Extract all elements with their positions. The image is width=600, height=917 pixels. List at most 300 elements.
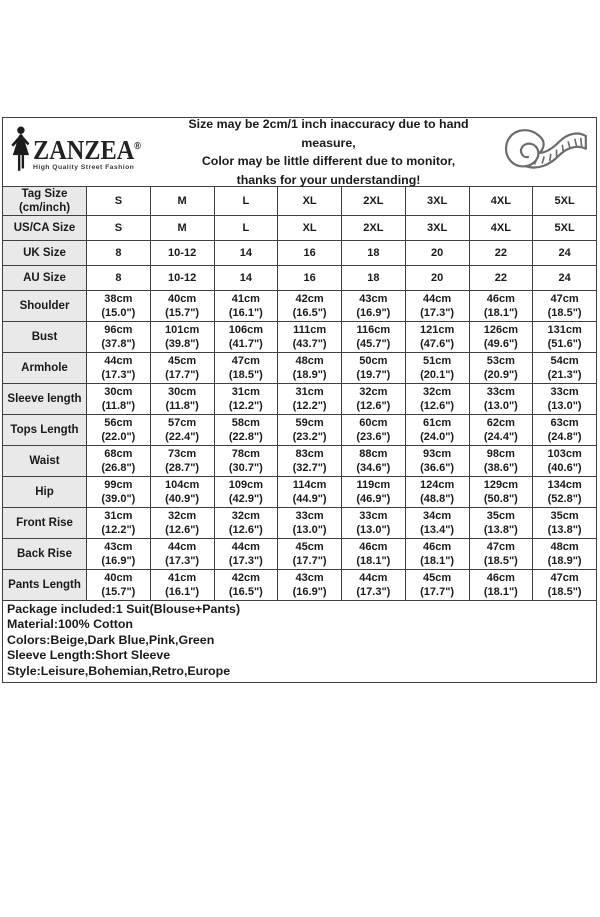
- measurement-cell: [405, 539, 469, 570]
- size-value-cell: M: [150, 216, 214, 241]
- cm-value: 35cm: [486, 510, 515, 522]
- cm-value: 34cm: [423, 510, 452, 522]
- measurement-cell: [342, 353, 406, 384]
- inch-value: (16.9"): [356, 307, 391, 319]
- inch-value: (13.0"): [292, 524, 327, 536]
- measurement-cell: [150, 539, 214, 570]
- cm-value: 32cm: [359, 386, 388, 398]
- cm-value: 43cm: [359, 293, 388, 305]
- measurement-cell: [533, 291, 597, 322]
- measurement-cell: [150, 291, 214, 322]
- size-value-cell: 18: [342, 241, 406, 266]
- cm-value: 61cm: [423, 417, 452, 429]
- measurement-cell: [278, 322, 342, 353]
- cm-value: 46cm: [486, 293, 515, 305]
- inch-value: (50.8"): [483, 493, 518, 505]
- measurement-cell: [342, 446, 406, 477]
- style-line: Style:Leisure,Bohemian,Retro,Europe: [7, 663, 231, 678]
- measurement-row: [3, 353, 597, 384]
- inch-value: (17.3"): [165, 555, 200, 567]
- header-strip: [2, 117, 597, 187]
- cm-value: 44cm: [104, 355, 133, 367]
- cm-value: 40cm: [104, 572, 133, 584]
- size-value-cell: 14: [214, 241, 278, 266]
- size-column-header: S: [87, 187, 151, 216]
- measurement-cell: [405, 291, 469, 322]
- measurement-row: [3, 508, 597, 539]
- inch-value: (23.2"): [292, 431, 327, 443]
- inch-value: (18.9"): [292, 369, 327, 381]
- cm-value: 40cm: [168, 293, 197, 305]
- registered-mark-icon: ®: [134, 140, 141, 152]
- cm-value: 54cm: [550, 355, 579, 367]
- measurement-cell: [150, 415, 214, 446]
- cm-value: 44cm: [168, 541, 197, 553]
- cm-value: 38cm: [104, 293, 133, 305]
- cm-value: 131cm: [547, 324, 582, 336]
- inch-value: (16.5"): [228, 586, 263, 598]
- inch-value: (48.8"): [420, 493, 455, 505]
- cm-value: 41cm: [168, 572, 197, 584]
- inch-value: (12.2"): [101, 524, 136, 536]
- cm-value: 47cm: [550, 293, 579, 305]
- cm-value: 33cm: [550, 386, 579, 398]
- measurement-cell: [469, 415, 533, 446]
- inch-value: (18.5"): [483, 555, 518, 567]
- size-value-cell: 3XL: [405, 216, 469, 241]
- inch-value: (23.6"): [356, 431, 391, 443]
- measurement-row: [3, 446, 597, 477]
- measurement-cell: [214, 570, 278, 601]
- inch-value: (18.1"): [483, 307, 518, 319]
- inch-value: (46.9"): [356, 493, 391, 505]
- measurement-cell: [533, 322, 597, 353]
- measurement-cell: [214, 322, 278, 353]
- cm-value: 48cm: [295, 355, 324, 367]
- measurement-cell: [533, 539, 597, 570]
- cm-value: 35cm: [550, 510, 579, 522]
- cm-value: 33cm: [359, 510, 388, 522]
- measuring-tape-icon: [492, 124, 596, 180]
- cm-value: 41cm: [231, 293, 260, 305]
- inch-value: (13.0"): [547, 400, 582, 412]
- inch-value: (24.0"): [420, 431, 455, 443]
- size-value-cell: 2XL: [342, 216, 406, 241]
- colors-line: Colors:Beige,Dark Blue,Pink,Green: [7, 632, 215, 647]
- cm-value: 45cm: [295, 541, 324, 553]
- measurement-cell: [278, 539, 342, 570]
- cm-value: 32cm: [423, 386, 452, 398]
- size-chart-sheet: [2, 117, 597, 683]
- row-label-cell: Hip: [3, 477, 87, 508]
- measurement-cell: [87, 508, 151, 539]
- measurement-cell: [342, 384, 406, 415]
- inch-value: (52.8"): [547, 493, 582, 505]
- cm-value: 51cm: [423, 355, 452, 367]
- cm-value: 73cm: [168, 448, 197, 460]
- cm-value: 31cm: [104, 510, 133, 522]
- cm-value: 114cm: [292, 479, 327, 491]
- brand-name: ZANZEA®: [33, 134, 141, 165]
- material-line: Material:100% Cotton: [7, 617, 133, 632]
- measurement-row: [3, 291, 597, 322]
- measurement-cell: [342, 539, 406, 570]
- measurement-cell: [342, 477, 406, 508]
- size-column-header: M: [150, 187, 214, 216]
- size-value-cell: 10-12: [150, 241, 214, 266]
- inch-value: (17.7"): [292, 555, 327, 567]
- corner-cell: [3, 187, 87, 216]
- measurement-cell: [405, 384, 469, 415]
- cm-value: 98cm: [486, 448, 515, 460]
- inch-value: (26.8"): [101, 462, 136, 474]
- inch-value: (13.8"): [483, 524, 518, 536]
- measurement-cell: [214, 446, 278, 477]
- sleeve-length-line: Sleeve Length:Short Sleeve: [7, 648, 171, 663]
- cm-value: 32cm: [231, 510, 260, 522]
- measurement-cell: [342, 291, 406, 322]
- cm-value: 33cm: [295, 510, 324, 522]
- size-value-cell: 14: [214, 266, 278, 291]
- measurement-cell: [533, 570, 597, 601]
- cm-value: 30cm: [168, 386, 197, 398]
- cm-value: 44cm: [423, 293, 452, 305]
- inch-value: (16.9"): [101, 555, 136, 567]
- measurement-cell: [405, 570, 469, 601]
- measurement-cell: [278, 384, 342, 415]
- cm-value: 88cm: [359, 448, 388, 460]
- measurement-cell: [87, 570, 151, 601]
- inch-value: (36.6"): [420, 462, 455, 474]
- measurement-cell: [342, 415, 406, 446]
- inch-value: (47.6"): [420, 338, 455, 350]
- cm-value: 31cm: [231, 386, 260, 398]
- measurement-cell: [533, 353, 597, 384]
- inch-value: (18.5"): [547, 586, 582, 598]
- inch-value: (12.2"): [228, 400, 263, 412]
- row-label-cell: Back Rise: [3, 539, 87, 570]
- measurement-cell: [469, 570, 533, 601]
- row-label-cell: Pants Length: [3, 570, 87, 601]
- measurement-cell: [150, 322, 214, 353]
- size-column-header: XL: [278, 187, 342, 216]
- inch-value: (18.1"): [356, 555, 391, 567]
- inch-value: (15.7"): [165, 307, 200, 319]
- cm-value: 50cm: [359, 355, 388, 367]
- inch-value: (22.4"): [165, 431, 200, 443]
- inch-value: (38.6"): [483, 462, 518, 474]
- measurement-row: [3, 415, 597, 446]
- inch-value: (21.3"): [547, 369, 582, 381]
- measurement-cell: [87, 291, 151, 322]
- cm-value: 62cm: [486, 417, 515, 429]
- measurement-cell: [214, 415, 278, 446]
- measurement-cell: [405, 446, 469, 477]
- measurement-cell: [533, 446, 597, 477]
- measurement-cell: [87, 539, 151, 570]
- cm-value: 46cm: [423, 541, 452, 553]
- inch-value: (41.7"): [228, 338, 263, 350]
- measurement-cell: [150, 446, 214, 477]
- measurement-cell: [469, 291, 533, 322]
- row-label-cell: Shoulder: [3, 291, 87, 322]
- measurement-cell: [278, 570, 342, 601]
- cm-value: 60cm: [359, 417, 388, 429]
- corner-line-2: (cm/inch): [18, 202, 71, 214]
- cm-value: 33cm: [486, 386, 515, 398]
- measurement-cell: [533, 384, 597, 415]
- disclaimer-line-1: Size may be 2cm/1 inch inaccuracy due to hand measure,: [188, 117, 469, 150]
- inch-value: (12.6"): [228, 524, 263, 536]
- measurement-row: [3, 477, 597, 508]
- inch-value: (17.3"): [228, 555, 263, 567]
- cm-value: 32cm: [168, 510, 197, 522]
- measurement-cell: [150, 353, 214, 384]
- inch-value: (42.9"): [228, 493, 263, 505]
- inch-value: (40.9"): [165, 493, 200, 505]
- inch-value: (45.7"): [356, 338, 391, 350]
- cm-value: 106cm: [228, 324, 263, 336]
- measurement-row: [3, 384, 597, 415]
- brand-text: [33, 134, 153, 171]
- cm-value: 96cm: [104, 324, 133, 336]
- cm-value: 103cm: [547, 448, 582, 460]
- measurement-cell: [469, 322, 533, 353]
- cm-value: 68cm: [104, 448, 133, 460]
- inch-value: (12.6"): [165, 524, 200, 536]
- cm-value: 44cm: [359, 572, 388, 584]
- size-column-header: L: [214, 187, 278, 216]
- measurement-cell: [469, 446, 533, 477]
- cm-value: 46cm: [359, 541, 388, 553]
- measurement-cell: [150, 384, 214, 415]
- inch-value: (30.7"): [228, 462, 263, 474]
- cm-value: 63cm: [550, 417, 579, 429]
- row-label-cell: Armhole: [3, 353, 87, 384]
- size-value-cell: 20: [405, 266, 469, 291]
- disclaimer-line-3: thanks for your understanding!: [236, 172, 421, 187]
- inch-value: (40.6"): [547, 462, 582, 474]
- measurement-cell: [405, 508, 469, 539]
- cm-value: 129cm: [483, 479, 518, 491]
- inch-value: (18.9"): [547, 555, 582, 567]
- cm-value: 57cm: [168, 417, 197, 429]
- measurement-cell: [469, 477, 533, 508]
- measurement-cell: [533, 477, 597, 508]
- row-label-cell: Tops Length: [3, 415, 87, 446]
- inch-value: (12.6"): [356, 400, 391, 412]
- cm-value: 45cm: [168, 355, 197, 367]
- cm-value: 99cm: [104, 479, 133, 491]
- cm-value: 30cm: [104, 386, 133, 398]
- measurement-cell: [469, 508, 533, 539]
- measurement-row: [3, 539, 597, 570]
- size-value-cell: 22: [469, 241, 533, 266]
- disclaimer-line-2: Color may be little different due to monitor,: [201, 154, 456, 168]
- inch-value: (20.9"): [483, 369, 518, 381]
- woman-silhouette-icon: [8, 126, 32, 179]
- measurement-cell: [150, 508, 214, 539]
- row-label-cell: Front Rise: [3, 508, 87, 539]
- measurement-cell: [214, 539, 278, 570]
- inch-value: (51.6"): [547, 338, 582, 350]
- row-label-cell: Sleeve length: [3, 384, 87, 415]
- inch-value: (12.6"): [420, 400, 455, 412]
- cm-value: 46cm: [486, 572, 515, 584]
- inch-value: (15.0"): [101, 307, 136, 319]
- brand-logo: [3, 126, 165, 179]
- size-value-cell: 20: [405, 241, 469, 266]
- cm-value: 59cm: [295, 417, 324, 429]
- cm-value: 43cm: [104, 541, 133, 553]
- inch-value: (17.7"): [165, 369, 200, 381]
- inch-value: (18.1"): [483, 586, 518, 598]
- measurement-cell: [150, 570, 214, 601]
- measurement-cell: [214, 353, 278, 384]
- size-disclaimer: [165, 115, 492, 189]
- size-column-header: 4XL: [469, 187, 533, 216]
- measurement-cell: [342, 570, 406, 601]
- inch-value: (17.3"): [420, 307, 455, 319]
- inch-value: (18.5"): [228, 369, 263, 381]
- inch-value: (13.8"): [547, 524, 582, 536]
- inch-value: (24.8"): [547, 431, 582, 443]
- measurement-cell: [87, 322, 151, 353]
- row-label-cell: AU Size: [3, 266, 87, 291]
- measurement-row: [3, 322, 597, 353]
- measurement-cell: [469, 539, 533, 570]
- inch-value: (34.6"): [356, 462, 391, 474]
- cm-value: 44cm: [231, 541, 260, 553]
- row-label-cell: UK Size: [3, 241, 87, 266]
- measurement-cell: [87, 384, 151, 415]
- inch-value: (37.8"): [101, 338, 136, 350]
- measurement-cell: [405, 322, 469, 353]
- inch-value: (19.7"): [356, 369, 391, 381]
- inch-value: (32.7"): [292, 462, 327, 474]
- size-chart-table: [2, 186, 597, 601]
- corner-line-1: Tag Size: [21, 188, 68, 200]
- size-row: [3, 241, 597, 266]
- inch-value: (43.7"): [292, 338, 327, 350]
- measurement-cell: [533, 508, 597, 539]
- cm-value: 134cm: [547, 479, 582, 491]
- measurement-cell: [214, 291, 278, 322]
- inch-value: (39.8"): [165, 338, 200, 350]
- cm-value: 47cm: [231, 355, 260, 367]
- measurement-cell: [87, 415, 151, 446]
- size-value-cell: 24: [533, 241, 597, 266]
- inch-value: (11.8"): [101, 400, 136, 412]
- measurement-cell: [278, 477, 342, 508]
- measurement-cell: [405, 353, 469, 384]
- inch-value: (11.8"): [165, 400, 199, 412]
- size-row: [3, 216, 597, 241]
- inch-value: (17.7"): [420, 586, 455, 598]
- inch-value: (44.9"): [292, 493, 327, 505]
- size-value-cell: 18: [342, 266, 406, 291]
- measurement-cell: [87, 477, 151, 508]
- inch-value: (13.0"): [356, 524, 391, 536]
- cm-value: 104cm: [164, 479, 200, 491]
- cm-value: 43cm: [295, 572, 324, 584]
- inch-value: (16.1"): [165, 586, 200, 598]
- measurement-cell: [278, 291, 342, 322]
- size-value-cell: 22: [469, 266, 533, 291]
- measurement-cell: [87, 446, 151, 477]
- size-value-cell: 5XL: [533, 216, 597, 241]
- inch-value: (22.0"): [101, 431, 136, 443]
- measurement-cell: [405, 477, 469, 508]
- cm-value: 58cm: [231, 417, 260, 429]
- measurement-cell: [278, 353, 342, 384]
- size-value-cell: XL: [278, 216, 342, 241]
- cm-value: 48cm: [550, 541, 579, 553]
- measurement-cell: [278, 415, 342, 446]
- size-value-cell: 16: [278, 266, 342, 291]
- cm-value: 47cm: [550, 572, 579, 584]
- cm-value: 56cm: [104, 417, 133, 429]
- product-details: [2, 600, 597, 683]
- cm-value: 119cm: [356, 479, 391, 491]
- cm-value: 93cm: [423, 448, 452, 460]
- row-label-cell: Bust: [3, 322, 87, 353]
- size-column-header: 3XL: [405, 187, 469, 216]
- inch-value: (15.7"): [101, 586, 136, 598]
- brand-tagline: High Quality Street Fashion: [33, 163, 135, 171]
- cm-value: 53cm: [486, 355, 515, 367]
- measurement-cell: [87, 353, 151, 384]
- cm-value: 121cm: [419, 324, 455, 336]
- size-column-header: 5XL: [533, 187, 597, 216]
- measurement-cell: [214, 384, 278, 415]
- size-value-cell: S: [87, 216, 151, 241]
- size-value-cell: 8: [87, 241, 151, 266]
- cm-value: 111cm: [293, 324, 327, 336]
- cm-value: 116cm: [356, 324, 391, 336]
- measurement-cell: [342, 322, 406, 353]
- measurement-cell: [150, 477, 214, 508]
- inch-value: (16.9"): [292, 586, 327, 598]
- inch-value: (18.1"): [420, 555, 455, 567]
- size-value-cell: 10-12: [150, 266, 214, 291]
- row-label-cell: US/CA Size: [3, 216, 87, 241]
- size-value-cell: 16: [278, 241, 342, 266]
- measurement-cell: [278, 446, 342, 477]
- inch-value: (12.2"): [292, 400, 327, 412]
- measurement-cell: [469, 353, 533, 384]
- size-value-cell: 8: [87, 266, 151, 291]
- measurement-cell: [342, 508, 406, 539]
- inch-value: (49.6"): [483, 338, 518, 350]
- cm-value: 45cm: [423, 572, 452, 584]
- size-header-row: [3, 187, 597, 216]
- inch-value: (39.0"): [101, 493, 136, 505]
- cm-value: 78cm: [231, 448, 260, 460]
- size-value-cell: 4XL: [469, 216, 533, 241]
- measurement-cell: [469, 384, 533, 415]
- inch-value: (13.0"): [483, 400, 518, 412]
- inch-value: (18.5"): [547, 307, 582, 319]
- inch-value: (17.3"): [356, 586, 391, 598]
- cm-value: 126cm: [483, 324, 518, 336]
- measurement-cell: [278, 508, 342, 539]
- size-row: [3, 266, 597, 291]
- cm-value: 42cm: [295, 293, 324, 305]
- cm-value: 109cm: [228, 479, 263, 491]
- measurement-row: [3, 570, 597, 601]
- inch-value: (28.7"): [165, 462, 200, 474]
